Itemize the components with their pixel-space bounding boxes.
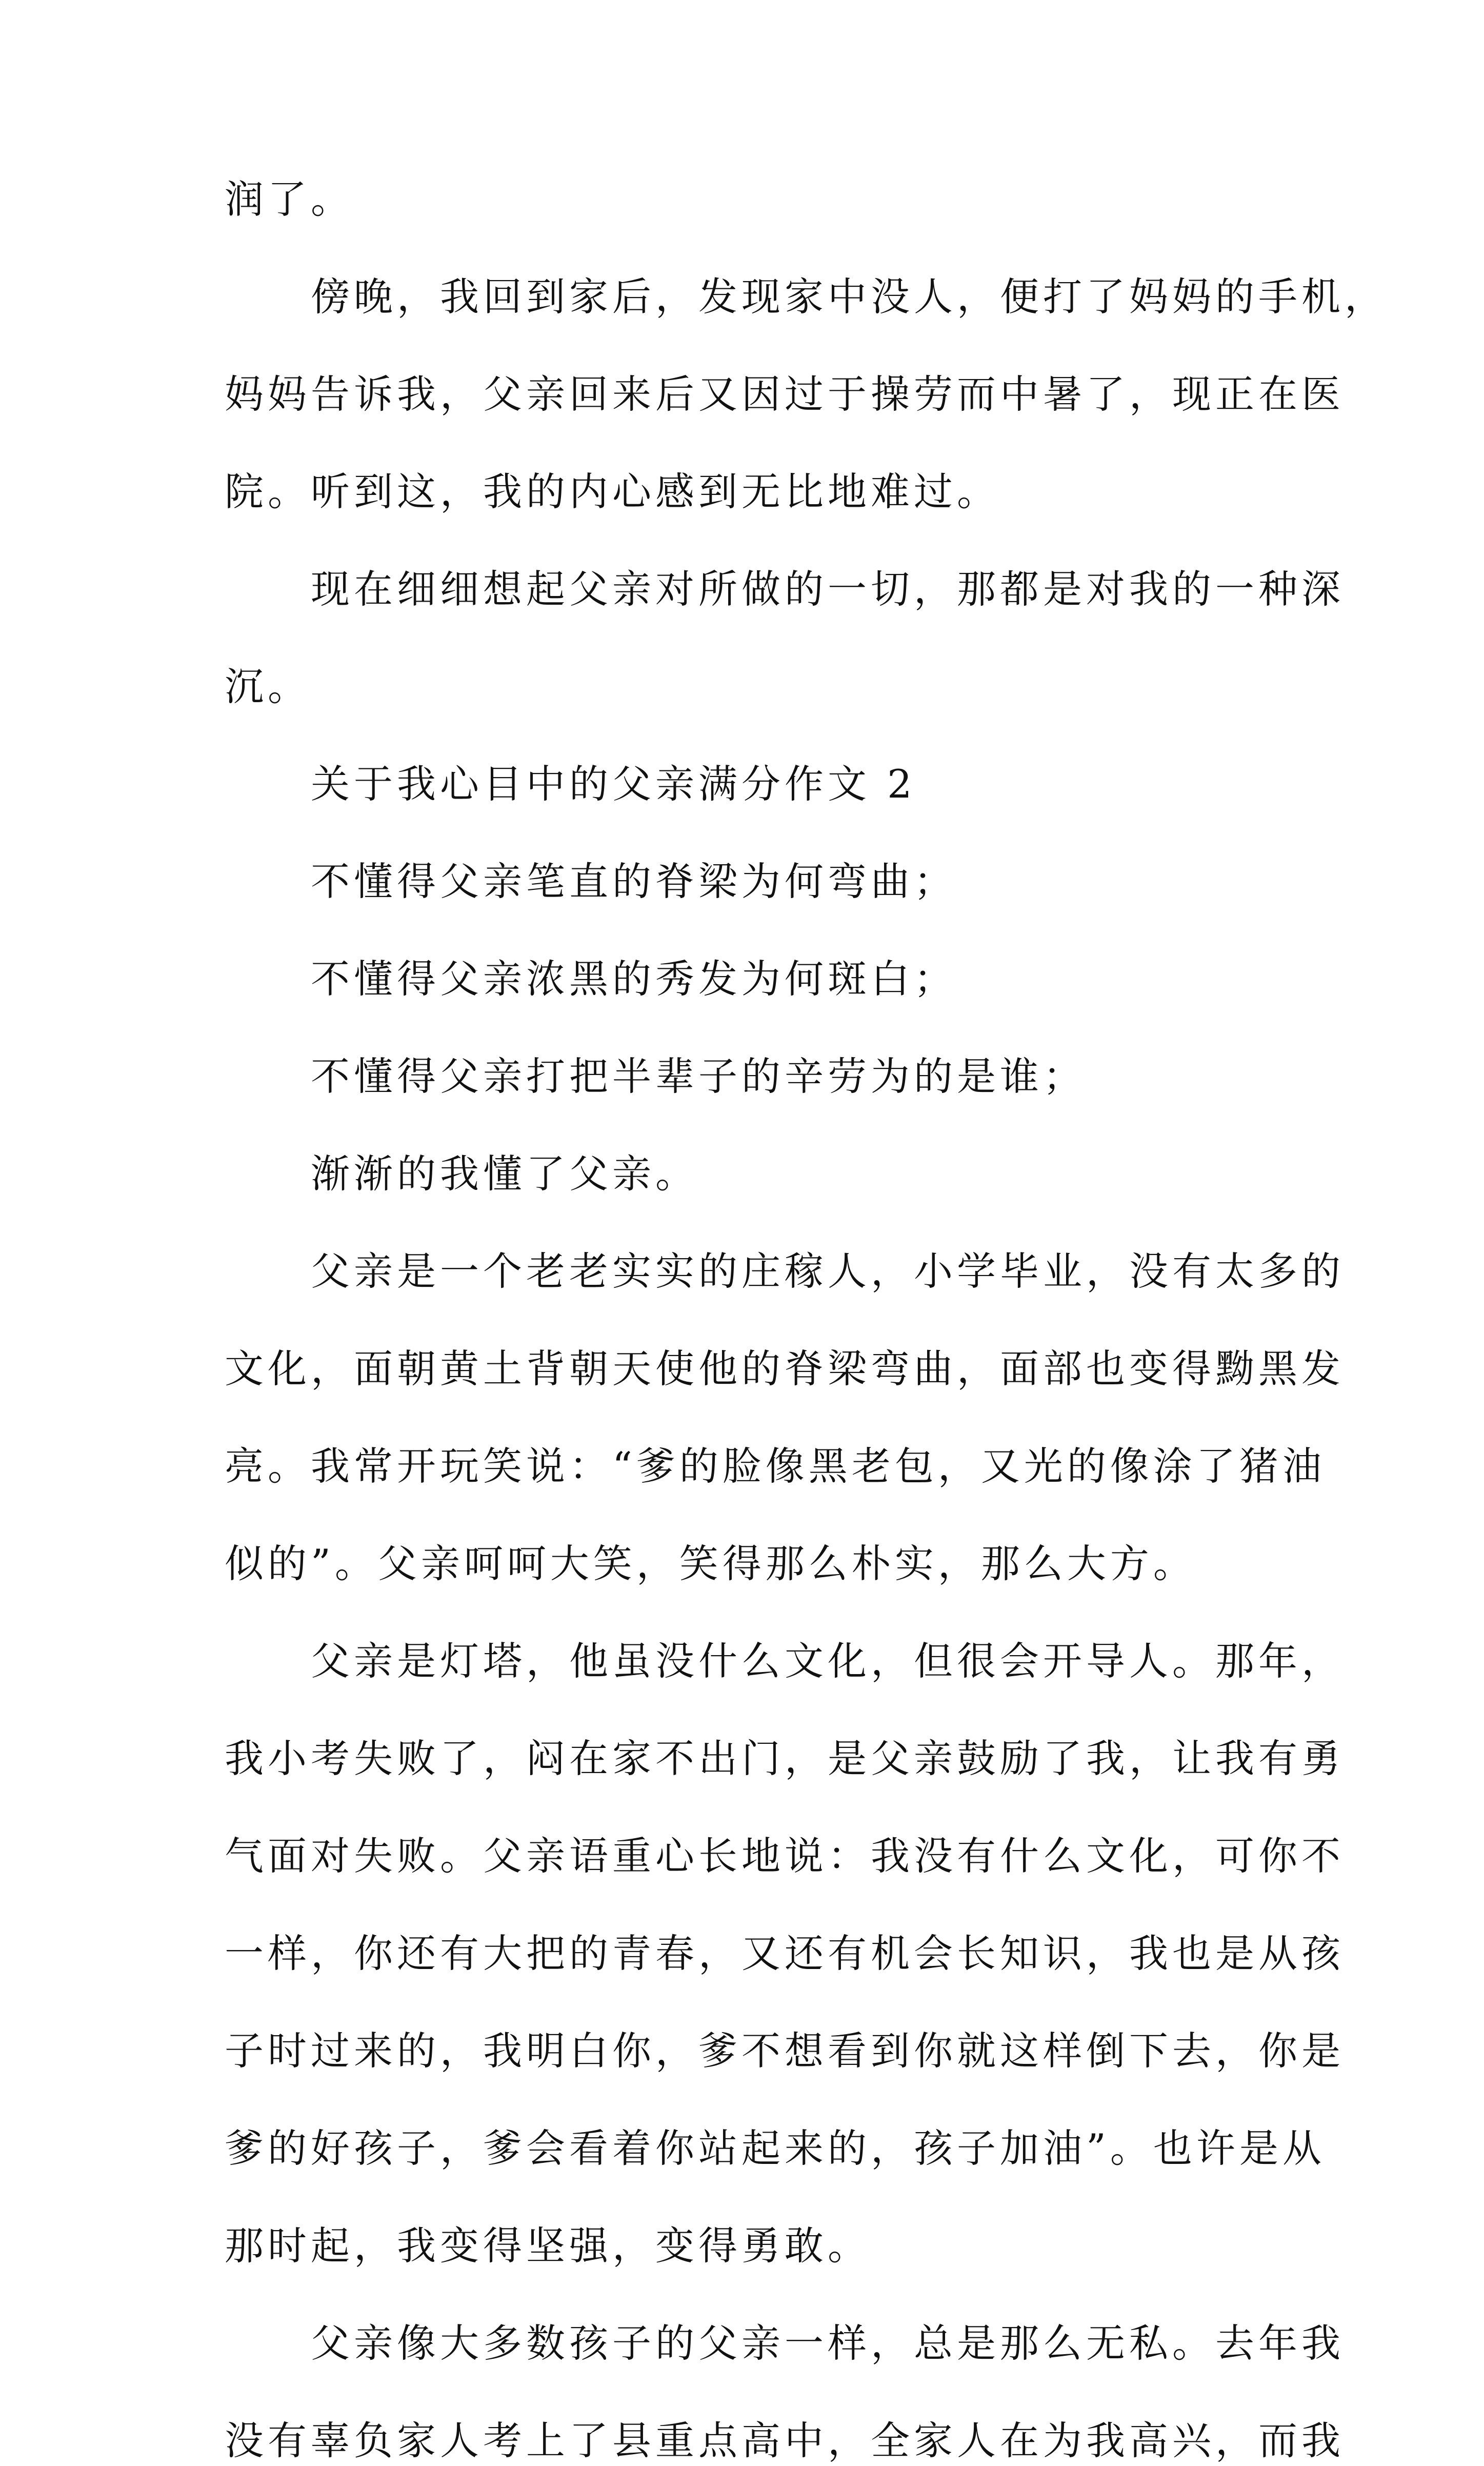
text-line: 子时过来的，我明白你，爹不想看到你就这样倒下去，你是 [225,2028,1345,2074]
text-line: 傍晚，我回到家后，发现家中没人，便打了妈妈的手机， [311,274,1388,320]
text-line: 没有辜负家人考上了县重点高中，全家人在为我高兴，而我 [225,2418,1345,2463]
text-line: 父亲是灯塔，他虽没什么文化，但很会开导人。那年， [311,1638,1345,1684]
text-line: 不懂得父亲打把半辈子的辛劳为的是谁； [311,1053,1086,1099]
text-line: 亮。我常开玩笑说：“爹的脸像黑老包，又光的像涂了猪油 [225,1443,1326,1489]
text-line: 文化，面朝黄土背朝天使他的脊梁弯曲，面部也变得黝黑发 [225,1346,1345,1391]
text-line: 那时起，我变得坚强，变得勇敢。 [225,2223,871,2269]
text-line: 沉。 [225,664,311,709]
text-line: 不懂得父亲笔直的脊梁为何弯曲； [311,859,957,904]
text-line: 院。听到这，我的内心感到无比地难过。 [225,469,1000,514]
text-line: 不懂得父亲浓黑的秀发为何斑白； [311,956,957,1002]
text-line: 妈妈告诉我，父亲回来后又因过于操劳而中暑了，现正在医 [225,371,1345,417]
text-line: 父亲是一个老老实实的庄稼人，小学毕业，没有太多的 [311,1248,1345,1294]
text-line: 气面对失败。父亲语重心长地说：我没有什么文化，可你不 [225,1833,1345,1879]
text-line: 润了。 [225,176,354,222]
section-heading: 关于我心目中的父亲满分作文 2 [311,761,916,807]
text-line: 似的”。父亲呵呵大笑，笑得那么朴实，那么大方。 [225,1541,1196,1586]
text-line: 爹的好孩子，爹会看着你站起来的，孩子加油”。也许是从 [225,2125,1326,2171]
text-line: 一样，你还有大把的青春，又还有机会长知识，我也是从孩 [225,1931,1345,1976]
document-body [225,174,1388,2466]
text-line: 现在细细想起父亲对所做的一切，那都是对我的一种深 [311,566,1345,612]
text-line: 父亲像大多数孩子的父亲一样，总是那么无私。去年我 [311,2320,1345,2366]
text-line: 我小考失败了，闷在家不出门，是父亲鼓励了我，让我有勇 [225,1736,1345,1781]
text-line: 渐渐的我懂了父亲。 [311,1151,698,1197]
